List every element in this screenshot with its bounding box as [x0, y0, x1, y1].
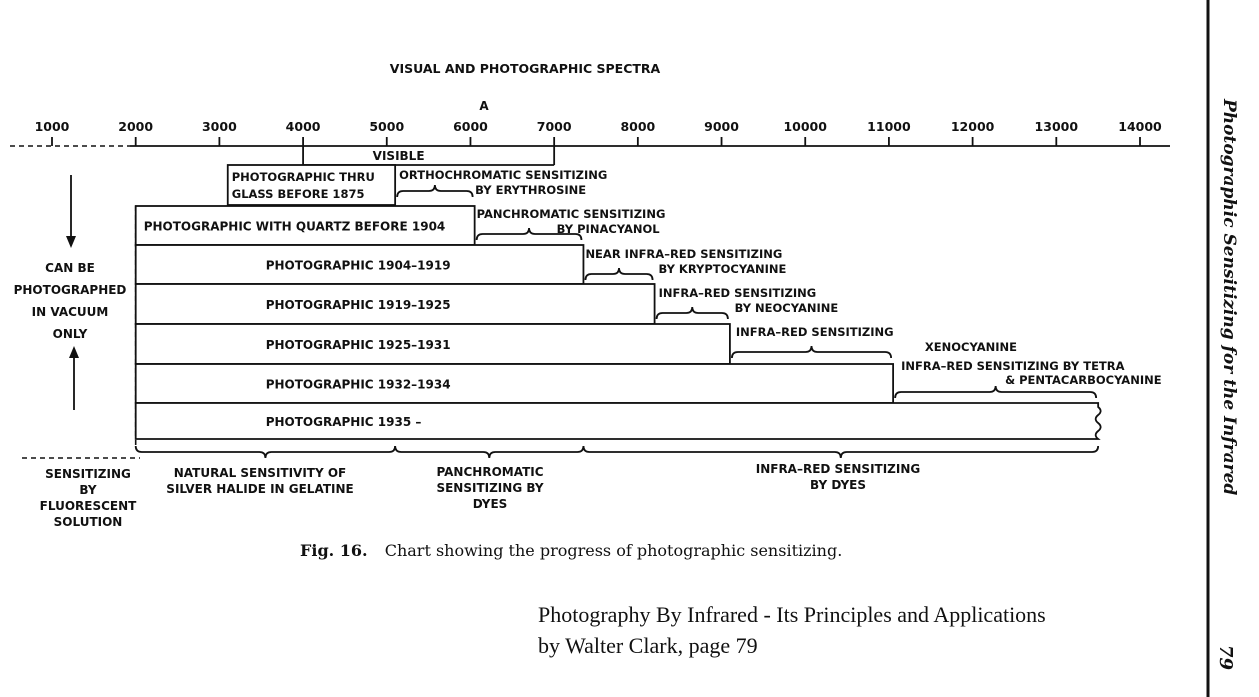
sensitizer-label: BY KRYPTOCYANINE: [658, 262, 787, 276]
vacuum-note: [14, 175, 127, 410]
bar-label: PHOTOGRAPHIC 1904–1919: [265, 258, 451, 273]
sensitizer-label: PANCHROMATIC SENSITIZING: [476, 207, 666, 221]
sensitizer-brace: [585, 268, 652, 280]
sensitizer-brace: [397, 185, 473, 197]
running-head: Photographic Sensitizing for the Infrared: [1219, 99, 1239, 496]
down-arrow-icon: [66, 236, 76, 248]
sensitizer-label: BY NEOCYANINE: [734, 301, 839, 315]
sensitizer-label: INFRA–RED SENSITIZING: [658, 286, 817, 300]
sensitizer-label: & PENTACARBOCYANINE: [1005, 373, 1162, 387]
axis-tick-label: 2000: [118, 119, 154, 134]
axis-tick-label: 11000: [867, 119, 911, 134]
fluorescent-note-line: SOLUTION: [53, 515, 123, 529]
group-label: NATURAL SENSITIVITY OF: [173, 466, 347, 480]
bar-label: PHOTOGRAPHIC 1932–1934: [265, 377, 451, 392]
axis-tick-label: 7000: [536, 119, 572, 134]
chart-title: VISUAL AND PHOTOGRAPHIC SPECTRA: [389, 61, 661, 76]
axis-unit-label: A: [479, 99, 489, 113]
axis-tick-label: 14000: [1118, 119, 1162, 134]
photographic-bar: [136, 364, 893, 403]
axis-tick-label: 12000: [950, 119, 995, 134]
group-brace: [395, 446, 583, 458]
axis-ticks: [35, 119, 1162, 146]
credit-line: Photography By Infrared - Its Principles and Applications: [538, 602, 1046, 627]
bar-label: PHOTOGRAPHIC 1925–1931: [265, 338, 451, 352]
bar-label: PHOTOGRAPHIC 1919–1925: [265, 298, 451, 312]
axis-tick-label: 1000: [34, 119, 70, 134]
credit-line: by Walter Clark, page 79: [538, 633, 758, 658]
visible-label: VISIBLE: [372, 149, 425, 163]
group-label: SENSITIZING BY: [436, 481, 544, 495]
sensitizer-brace: [895, 386, 1096, 398]
group-brace: [583, 446, 1098, 458]
axis-tick-label: 13000: [1034, 119, 1079, 134]
sensitizer-brace: [657, 307, 728, 319]
figure-caption-text: Chart showing the progress of photographic sensitizing.: [384, 541, 843, 560]
fluorescent-note-line: BY: [79, 483, 97, 497]
bar-label: PHOTOGRAPHIC THRU: [231, 170, 375, 184]
bar-label: PHOTOGRAPHIC 1935 –: [265, 415, 422, 429]
sensitizer-label: BY PINACYANOL: [556, 222, 660, 236]
sensitizer-label: BY ERYTHROSINE: [475, 183, 587, 197]
bar-label: GLASS BEFORE 1875: [231, 187, 365, 201]
sensitizer-label: NEAR INFRA–RED SENSITIZING: [585, 247, 783, 261]
vacuum-note-line: PHOTOGRAPHED: [13, 283, 127, 297]
vacuum-note-line: IN VACUUM: [31, 305, 109, 319]
group-label: INFRA–RED SENSITIZING: [755, 462, 921, 476]
group-label: PANCHROMATIC: [436, 465, 544, 479]
axis-tick-label: 6000: [453, 119, 488, 134]
axis-tick-label: 9000: [704, 119, 739, 134]
axis-tick-label: 4000: [285, 119, 321, 134]
sensitizer-label: INFRA–RED SENSITIZING: [735, 325, 894, 339]
axis-tick-label: 5000: [369, 119, 405, 134]
sensitivity-groups: [136, 446, 1098, 511]
sensitizer-label: XENOCYANINE: [924, 340, 1017, 354]
figure-caption: [300, 541, 842, 560]
vacuum-note-line: ONLY: [52, 327, 88, 341]
group-brace: [136, 446, 395, 458]
axis-tick-label: 3000: [201, 119, 237, 134]
axis-tick-label: 8000: [620, 119, 656, 134]
vacuum-note-line: CAN BE: [45, 261, 95, 275]
group-label: SILVER HALIDE IN GELATINE: [166, 482, 354, 496]
page-number: 79: [1215, 645, 1236, 671]
fluorescent-note: [22, 458, 140, 529]
group-label: BY DYES: [810, 478, 866, 492]
visible-range: [303, 146, 554, 165]
fluorescent-note-line: FLUORESCENT: [39, 499, 137, 513]
group-label: DYES: [472, 497, 508, 511]
bar-label: PHOTOGRAPHIC WITH QUARTZ BEFORE 1904: [143, 219, 446, 234]
sensitizer-label: ORTHOCHROMATIC SENSITIZING: [399, 168, 608, 182]
figure-number: Fig. 16.: [300, 541, 368, 560]
axis-tick-label: 10000: [783, 119, 827, 134]
sensitizer-label: INFRA–RED SENSITIZING BY TETRA: [901, 359, 1125, 373]
fluorescent-note-line: SENSITIZING: [45, 467, 131, 481]
sensitizer-brace: [732, 346, 891, 358]
